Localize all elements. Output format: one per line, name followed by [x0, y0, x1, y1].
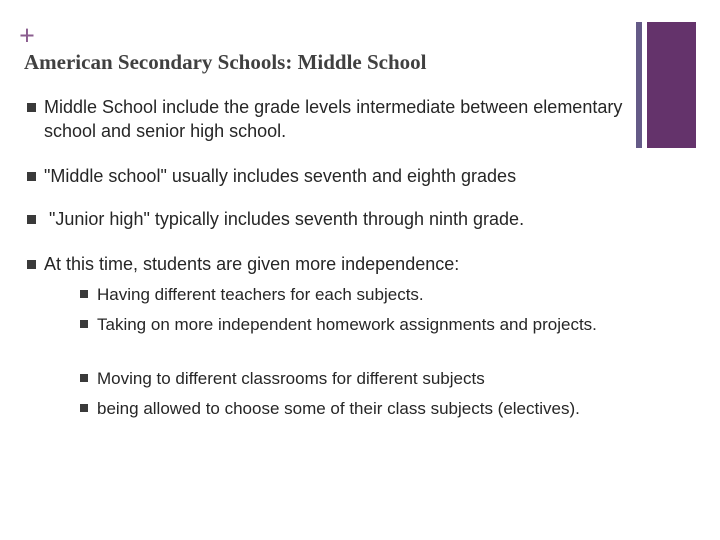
slide-title: American Secondary Schools: Middle School — [24, 50, 427, 74]
bullet-text: "Middle school" usually includes seventh and eighth grades — [44, 166, 517, 186]
bullet-text: At this time, students are given more independence: — [44, 254, 460, 274]
sub-bullet-marker — [80, 320, 88, 328]
sub-bullet-text: Taking on more independent homework assignments and projects. — [97, 315, 597, 334]
bullet-marker — [27, 215, 36, 224]
sub-bullet-text: Having different teachers for each subjects. — [97, 285, 424, 304]
sub-bullet-marker — [80, 290, 88, 298]
bullet-marker — [27, 172, 36, 181]
sub-bullet-marker — [80, 374, 88, 382]
sub-bullet-text: being allowed to choose some of their class subjects (electives). — [97, 399, 580, 418]
plus-mark: + — [19, 21, 35, 52]
bullet-marker — [27, 103, 36, 112]
sub-bullet-text: Moving to different classrooms for different subjects — [97, 369, 485, 388]
decorative-bar — [636, 22, 642, 148]
decorative-block — [647, 22, 696, 148]
bullet-marker — [27, 260, 36, 269]
sub-bullet-marker — [80, 404, 88, 412]
bullet-text: Middle School include the grade levels intermediate between elementary school and senior high school. — [44, 97, 623, 141]
bullet-text: "Junior high" typically includes seventh through ninth grade. — [44, 209, 525, 229]
